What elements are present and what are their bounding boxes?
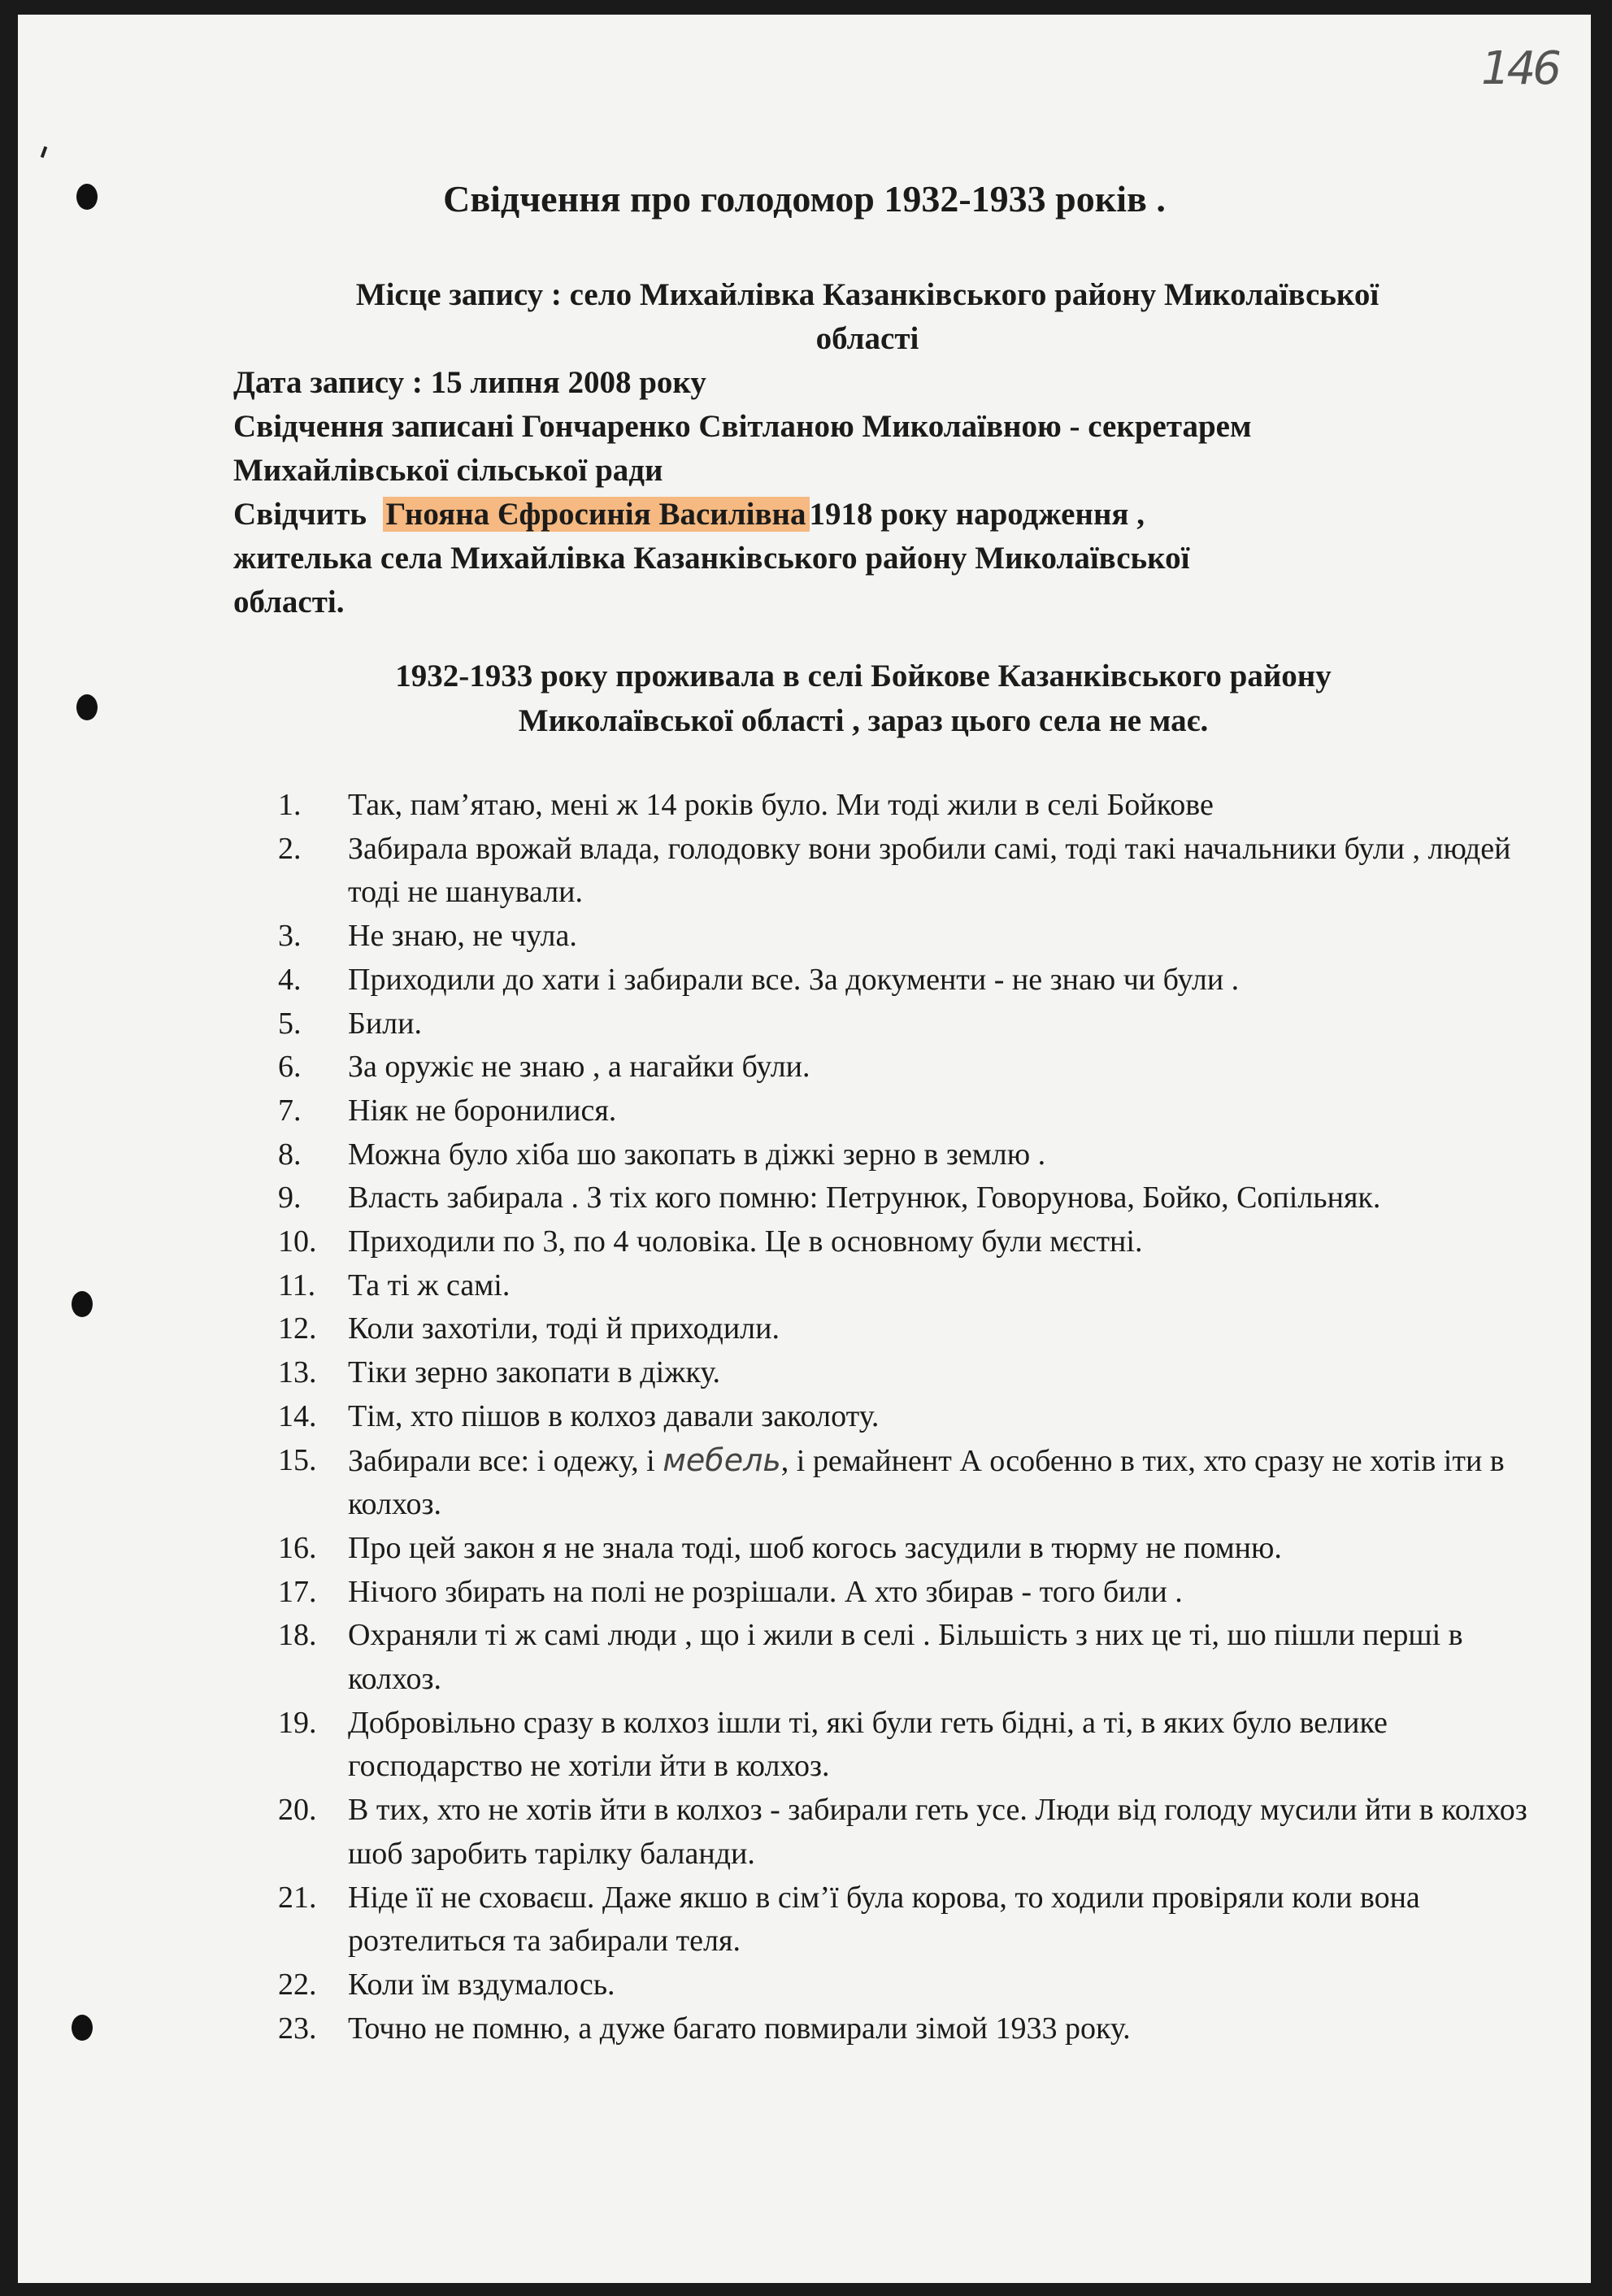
place-line-2: області xyxy=(815,321,919,356)
recorder-line-1: Свідчення записані Гончаренко Світланою Миколаївною - секретарем xyxy=(233,409,1252,444)
answer-text: Били. xyxy=(348,1006,422,1041)
place-line-1: Місце запису : село Михайлівка Казанківського району Миколаївської xyxy=(355,277,1380,312)
answer-item xyxy=(278,1002,1546,1046)
witness-name-highlight: Гнояна Єфросинія Василівна xyxy=(383,497,810,532)
answer-number: 1. xyxy=(278,788,302,822)
answer-text: Можна було хіба шо закопать в діжкі зерно в землю . xyxy=(348,1137,1046,1172)
residence-line-1: 1932-1933 року проживала в селі Бойкове Казанківського району xyxy=(395,659,1332,694)
answer-number: 7. xyxy=(278,1093,302,1128)
answer-number: 19. xyxy=(278,1705,317,1740)
answer-item xyxy=(278,828,1546,915)
answer-text: Так, пам’ятаю, мені ж 14 років було. Ми тоді жили в селі Бойкове xyxy=(348,788,1214,822)
witness-prefix: Свідчить xyxy=(233,497,367,532)
witness-suffix: 1918 року народження , xyxy=(809,497,1145,532)
answer-item xyxy=(278,915,1546,959)
answer-number: 10. xyxy=(278,1224,317,1259)
answer-text: Забирала врожай влада, голодовку вони зробили самі, тоді такі начальники були , людей тоді не шанували. xyxy=(348,831,1511,910)
answer-text: Нічого збирать на полі не розрішали. А хто збирав - того били . xyxy=(348,1574,1183,1609)
answer-number: 4. xyxy=(278,962,302,997)
answer-item xyxy=(278,959,1546,1002)
witness-line xyxy=(233,493,1501,537)
answer-text: За оружіє не знаю , а нагайки були. xyxy=(348,1050,810,1085)
answer-number: 3. xyxy=(278,919,302,954)
answer-number: 18. xyxy=(278,1618,317,1653)
answer-text: Ніде її не сховаєш. Даже якшо в сім’ї була корова, то ходили провіряли коли вона розтелиться та забирали теля. xyxy=(348,1880,1420,1959)
handwritten-correction: мебель xyxy=(663,1442,781,1478)
punch-hole xyxy=(72,2015,93,2041)
answer-text: Та ті ж самі. xyxy=(348,1268,511,1302)
answer-item xyxy=(278,1702,1546,1789)
answer-number: 23. xyxy=(278,2011,317,2046)
answer-number: 17. xyxy=(278,1574,317,1609)
answer-number: 8. xyxy=(278,1137,302,1172)
answer-number: 21. xyxy=(278,1880,317,1915)
answer-text: Про цей закон я не знала тоді, шоб когось засудили в тюрму не помню. xyxy=(348,1530,1282,1565)
answer-item xyxy=(278,1876,1546,1963)
record-metadata xyxy=(233,273,1501,624)
answer-item xyxy=(278,1220,1546,1264)
punch-hole xyxy=(76,694,98,720)
answer-item xyxy=(278,1963,1546,2007)
answer-item xyxy=(278,2007,1546,2051)
answer-number: 15. xyxy=(278,1442,317,1477)
answer-item xyxy=(278,1089,1546,1133)
punch-hole xyxy=(72,1291,93,1317)
answer-item xyxy=(278,1264,1546,1308)
answer-item xyxy=(278,1789,1546,1876)
record-date: Дата запису : 15 липня 2008 року xyxy=(233,365,706,400)
answer-number: 5. xyxy=(278,1006,302,1041)
answer-text: Тім, хто пішов в колхоз давали заколоту. xyxy=(348,1398,880,1433)
answer-item xyxy=(278,1527,1546,1571)
answer-text: Коли захотіли, тоді й приходили. xyxy=(348,1311,780,1346)
answer-number: 14. xyxy=(278,1398,317,1433)
answer-text: Приходили по 3, по 4 чоловіка. Це в основному були мєстні. xyxy=(348,1224,1143,1259)
answer-text: Приходили до хати і забирали все. За документи - не знаю чи були . xyxy=(348,962,1240,997)
answer-number: 13. xyxy=(278,1355,317,1390)
answer-number: 9. xyxy=(278,1181,302,1215)
page-number: 146 xyxy=(1481,42,1558,95)
answer-text: Ніяк не боронилися. xyxy=(348,1093,617,1128)
answer-number: 20. xyxy=(278,1793,317,1828)
answer-number: 6. xyxy=(278,1050,302,1085)
document-page xyxy=(18,15,1591,2283)
document-title: Свідчення про голодомор 1932-1933 років . xyxy=(443,178,1166,220)
answer-item xyxy=(278,1439,1546,1527)
answer-item xyxy=(278,1395,1546,1439)
scan-mark xyxy=(41,146,48,159)
answer-text xyxy=(348,1439,1546,1527)
answer-text: Точно не помню, а дуже багато повмирали зімой 1933 року. xyxy=(348,2011,1131,2046)
answer-text: Добровільно сразу в колхоз ішли ті, які були геть бідні, а ті, в яких було велике господарство не хотіли йти в колхоз. xyxy=(348,1705,1388,1784)
answer-text: Тіки зерно закопати в діжку. xyxy=(348,1355,721,1390)
answer-item xyxy=(278,784,1546,828)
residence-heading xyxy=(229,654,1497,743)
answer-item xyxy=(278,1571,1546,1615)
answer-number: 12. xyxy=(278,1311,317,1346)
answer-item xyxy=(278,1351,1546,1395)
witness-line-2: жителька села Михайлівка Казанківського району Миколаївської xyxy=(233,541,1190,576)
witness-line-3: області. xyxy=(233,585,345,620)
answer-text: Власть забирала . З тіх кого помню: Петрунюк, Говорунова, Бойко, Сопільняк. xyxy=(348,1181,1381,1215)
answer-item xyxy=(278,1176,1546,1220)
answer-text: Не знаю, не чула. xyxy=(348,919,577,954)
answer-item xyxy=(278,1614,1546,1701)
answers-list xyxy=(278,784,1546,2050)
answer-number: 22. xyxy=(278,1967,317,2002)
answer-text: Охраняли ті ж самі люди , що і жили в селі . Більшість з них це ті, шо пішли перші в колхоз. xyxy=(348,1618,1463,1697)
answer-item xyxy=(278,1046,1546,1089)
recorder-line-2: Михайлівської сільської ради xyxy=(233,453,663,488)
answer-text: Коли їм вздумалось. xyxy=(348,1967,615,2002)
answer-text: В тих, хто не хотів йти в колхоз - забирали геть усе. Люди від голоду мусили йти в колхоз шоб заробить тарілку баланди. xyxy=(348,1793,1527,1871)
answer-number: 2. xyxy=(278,831,302,866)
answer-text-part: , і ремайнент А особенно в тих, хто сразу не хотів іти в колхоз. xyxy=(348,1443,1505,1522)
answer-item xyxy=(278,1307,1546,1351)
answer-number: 11. xyxy=(278,1268,316,1302)
answer-item xyxy=(278,1133,1546,1177)
answer-text-part: Забирали все: і одежу, і xyxy=(348,1443,663,1478)
answer-number: 16. xyxy=(278,1530,317,1565)
residence-line-2: Миколаївської області , зараз цього села не має. xyxy=(518,703,1209,738)
